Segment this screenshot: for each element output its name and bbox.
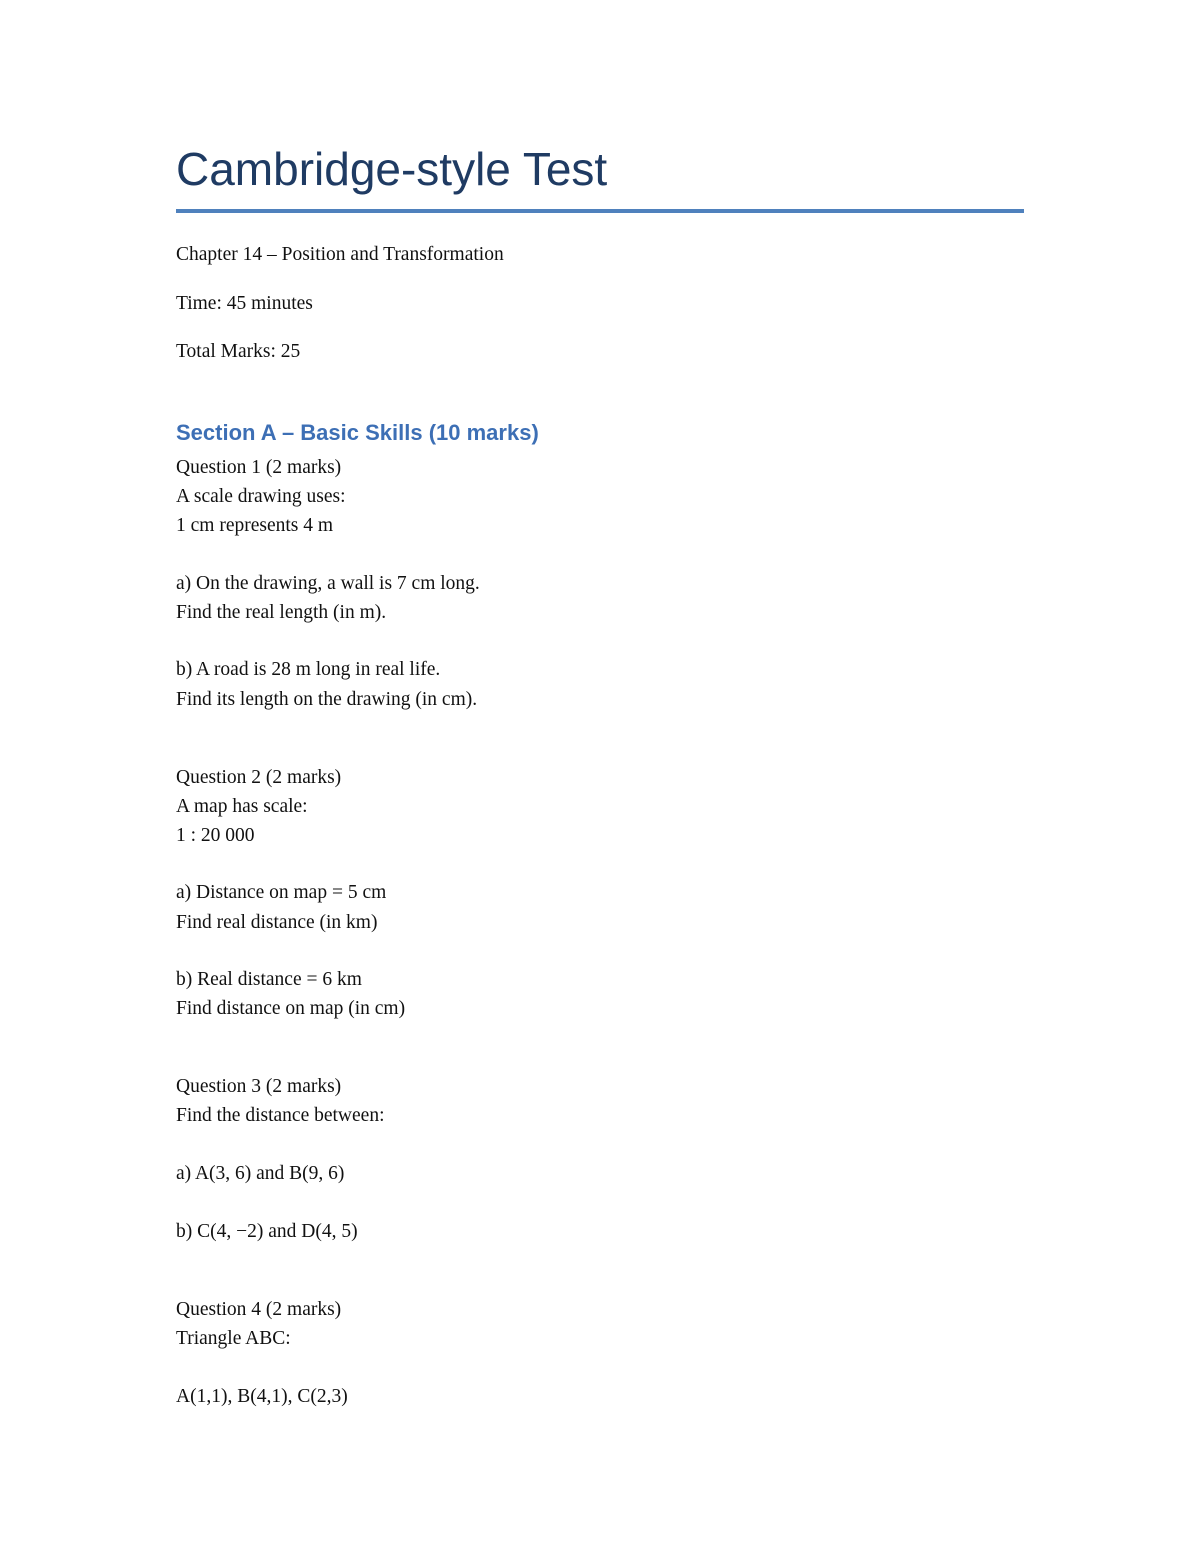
question-1a-line2: Find the real length (in m). bbox=[176, 602, 387, 623]
question-2a-line2: Find real distance (in km) bbox=[176, 912, 378, 933]
question-2-scale: 1 : 20 000 bbox=[176, 825, 255, 846]
question-4-intro: Triangle ABC: bbox=[176, 1328, 291, 1349]
question-3-intro: Find the distance between: bbox=[176, 1105, 385, 1126]
question-3a: a) A(3, 6) and B(9, 6) bbox=[176, 1163, 345, 1184]
title-underline bbox=[176, 209, 1024, 213]
question-2a-line1: a) Distance on map = 5 cm bbox=[176, 882, 387, 903]
question-2-title: Question 2 (2 marks) bbox=[176, 767, 342, 788]
question-3-title: Question 3 (2 marks) bbox=[176, 1076, 342, 1097]
question-1-intro: A scale drawing uses: bbox=[176, 486, 346, 507]
question-1b-line1: b) A road is 28 m long in real life. bbox=[176, 659, 441, 680]
question-1b-line2: Find its length on the drawing (in cm). bbox=[176, 689, 478, 710]
chapter-line: Chapter 14 – Position and Transformation bbox=[176, 244, 504, 265]
time-line: Time: 45 minutes bbox=[176, 293, 313, 314]
question-2b-line2: Find distance on map (in cm) bbox=[176, 998, 406, 1019]
question-2b-line1: b) Real distance = 6 km bbox=[176, 969, 362, 990]
question-3b: b) C(4, −2) and D(4, 5) bbox=[176, 1221, 358, 1242]
section-a-heading: Section A – Basic Skills (10 marks) bbox=[176, 420, 539, 445]
document-title: Cambridge-style Test bbox=[176, 143, 608, 195]
total-marks-line: Total Marks: 25 bbox=[176, 341, 301, 362]
question-4-points: A(1,1), B(4,1), C(2,3) bbox=[176, 1386, 348, 1407]
question-4-title: Question 4 (2 marks) bbox=[176, 1299, 342, 1320]
question-1-title: Question 1 (2 marks) bbox=[176, 457, 342, 478]
question-1-scale: 1 cm represents 4 m bbox=[176, 515, 334, 536]
question-2-intro: A map has scale: bbox=[176, 796, 308, 817]
question-1a-line1: a) On the drawing, a wall is 7 cm long. bbox=[176, 573, 480, 594]
